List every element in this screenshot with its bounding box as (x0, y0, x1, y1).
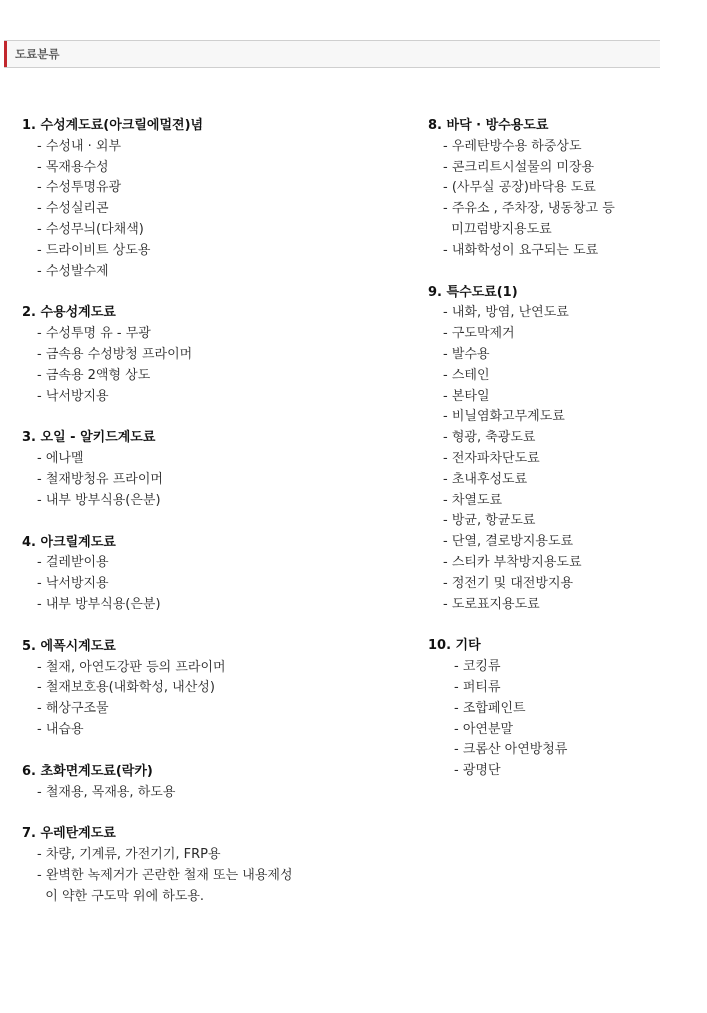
category-block (22, 428, 402, 511)
category-item: - 수성내 · 외부 (37, 138, 122, 154)
category-item: - 수성투명 유 - 무광 (37, 326, 151, 342)
category-item: - 철재방청유 프라이머 (37, 471, 163, 487)
left-category-column (22, 116, 402, 929)
category-item: - 아연분말 (454, 721, 514, 737)
category-item: - 콘크리트시설물의 미장용 (443, 159, 595, 175)
category-item: - 코킹류 (454, 659, 501, 675)
category-item: - 철재용, 목재용, 하도용 (37, 784, 176, 800)
category-item: - 수성발수제 (37, 263, 109, 279)
category-title: 4. 아크릴계도료 (22, 534, 116, 550)
category-item: - 차열도료 (443, 492, 503, 508)
category-item: - (사무실 공장)바닥용 도료 (443, 180, 596, 196)
category-item: - 광명단 (454, 763, 501, 779)
category-item: - 초내후성도료 (443, 471, 528, 487)
category-item: - 내화학성이 요구되는 도료 (443, 242, 599, 258)
category-item: - 우레탄방수용 하중상도 (443, 138, 582, 154)
category-block (22, 762, 402, 804)
category-block (428, 283, 698, 616)
category-title: 1. 수성계도료(아크릴에멀젼)념 (22, 118, 204, 133)
category-item: 이 약한 구도막 위에 하도용. (37, 888, 205, 904)
category-item: - 수성실리콘 (37, 201, 109, 217)
category-block (22, 637, 402, 741)
category-item: - 걸레받이용 (37, 555, 109, 571)
category-item: - 발수용 (443, 346, 490, 362)
right-category-column (428, 116, 698, 803)
category-item: - 스티카 부착방지용도료 (443, 554, 582, 570)
category-item: - 비닐염화고무계도료 (443, 409, 565, 425)
section-title: 도료분류 (15, 47, 60, 61)
category-title: 10. 기타 (428, 638, 481, 654)
category-block (428, 636, 698, 782)
category-item: - 수성투명유광 (37, 180, 122, 196)
section-header (4, 40, 660, 68)
category-title: 7. 우레탄계도료 (22, 826, 116, 842)
category-item: - 전자파차단도료 (443, 450, 540, 466)
category-item: - 본타일 (443, 388, 490, 404)
category-block (22, 116, 402, 282)
category-item: - 드라이비트 상도용 (37, 242, 151, 258)
category-block (22, 533, 402, 616)
category-title: 6. 초화면계도료(락카) (22, 763, 153, 779)
category-title: 3. 오일 - 알키드계도료 (22, 430, 156, 446)
category-item: - 방균, 항균도료 (443, 513, 536, 529)
category-item: - 해상구조물 (37, 701, 109, 717)
category-title: 2. 수용성계도료 (22, 305, 116, 321)
category-item: - 형광, 축광도료 (443, 430, 536, 446)
category-item: - 완벽한 녹제거가 곤란한 철재 또는 내용제성 (37, 867, 293, 883)
category-block (428, 116, 698, 262)
category-item: - 낙서방지용 (37, 388, 109, 404)
category-item: - 내부 방부식용(은분) (37, 596, 161, 612)
category-block (22, 824, 402, 907)
category-item: - 금속용 2액형 상도 (37, 367, 151, 383)
category-title: 9. 특수도료(1) (428, 284, 518, 300)
category-item: - 철재보호용(내화학성, 내산성) (37, 680, 215, 696)
category-item: - 주유소 , 주차장, 냉동창고 등 (443, 201, 615, 217)
category-item: - 정전기 및 대전방지용 (443, 575, 574, 591)
category-item: - 목재용수성 (37, 159, 109, 175)
category-item: - 구도막제거 (443, 326, 515, 342)
category-item: - 에나멜 (37, 451, 84, 467)
category-item: - 퍼티류 (454, 679, 501, 695)
category-item: - 크롬산 아연방청류 (454, 742, 568, 758)
category-item: - 금속용 수성방청 프라이머 (37, 346, 193, 362)
category-item: - 내부 방부식용(은분) (37, 492, 161, 508)
category-item: 미끄럼방지용도료 (443, 221, 552, 237)
category-item: - 조합페인트 (454, 700, 526, 716)
category-item: - 도로표지용도료 (443, 596, 540, 612)
category-item: - 낙서방지용 (37, 576, 109, 592)
category-item: - 내화, 방염, 난연도료 (443, 305, 569, 321)
category-title: 8. 바닥 · 방수용도료 (428, 118, 549, 133)
header-accent-bar (4, 41, 7, 67)
category-item: - 차량, 기계류, 가전기기, FRP용 (37, 847, 221, 863)
category-item: - 수성무늬(다채색) (37, 221, 144, 237)
category-item: - 단열, 결로방지용도료 (443, 534, 574, 550)
category-item: - 스테인 (443, 367, 490, 383)
category-item: - 내습용 (37, 721, 84, 737)
category-item: - 철재, 아연도강판 등의 프라이머 (37, 659, 226, 675)
category-title: 5. 에폭시계도료 (22, 638, 116, 654)
category-block (22, 303, 402, 407)
